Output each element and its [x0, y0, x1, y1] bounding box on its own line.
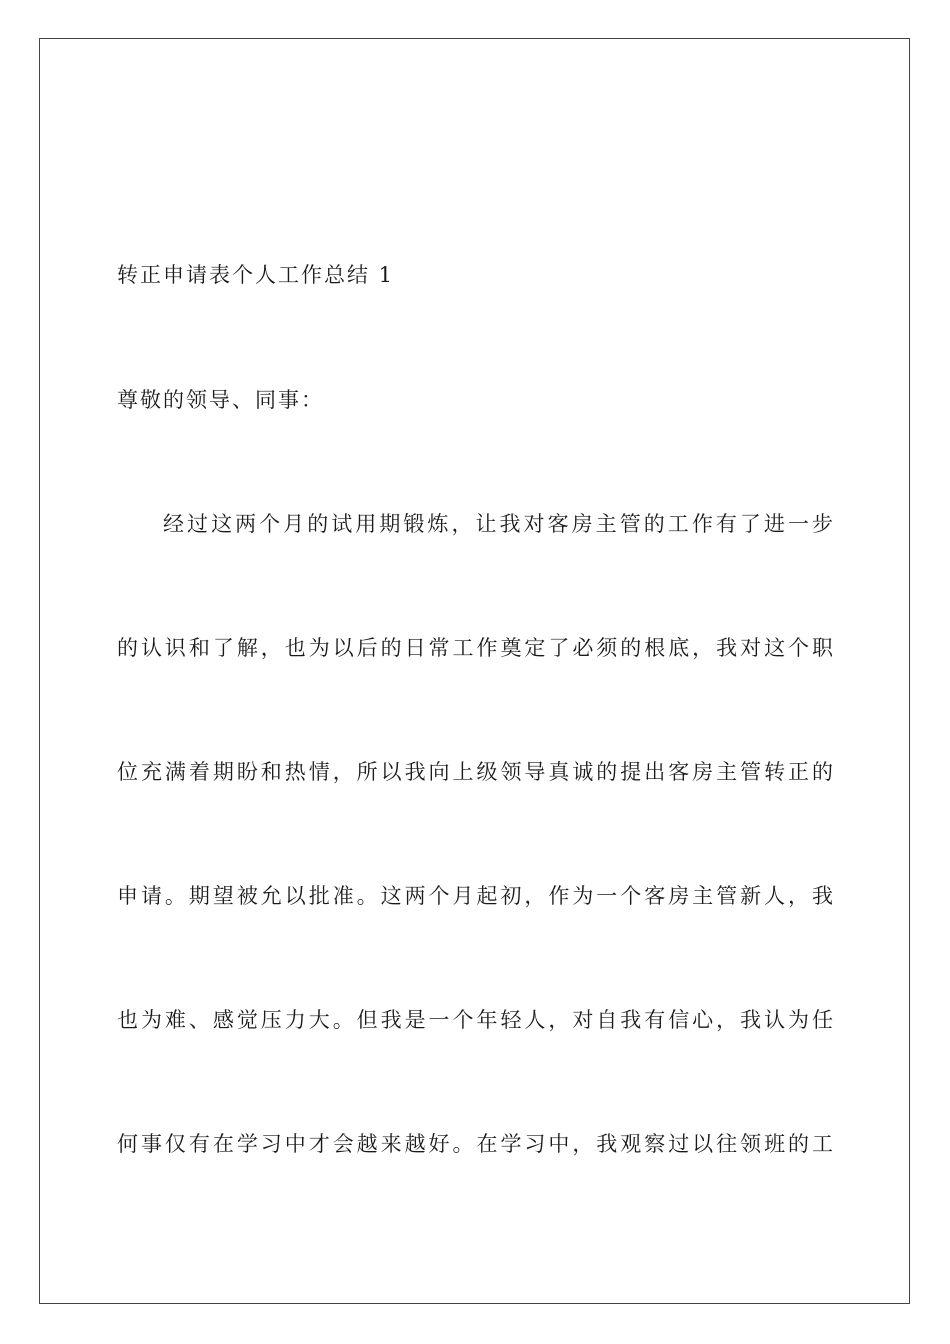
- body-line-3: 位充满着期盼和热情，所以我向上级领导真诚的提出客房主管转正的: [117, 760, 833, 784]
- body-line-2: 的认识和了解，也为以后的日常工作奠定了必须的根底，我对这个职: [117, 636, 833, 660]
- salutation: 尊敬的领导、同事：: [117, 388, 324, 412]
- body-line-1: 经过这两个月的试用期锻炼，让我对客房主管的工作有了进一步: [163, 512, 833, 536]
- body-line-5: 也为难、感觉压力大。但我是一个年轻人，对自我有信心，我认为任: [117, 1008, 833, 1032]
- document-title: 转正申请表个人工作总结 1: [117, 263, 395, 287]
- page-frame: [39, 38, 910, 1304]
- body-line-6: 何事仅有在学习中才会越来越好。在学习中，我观察过以往领班的工: [117, 1132, 833, 1156]
- body-line-4: 申请。期望被允以批准。这两个月起初，作为一个客房主管新人，我: [117, 884, 833, 908]
